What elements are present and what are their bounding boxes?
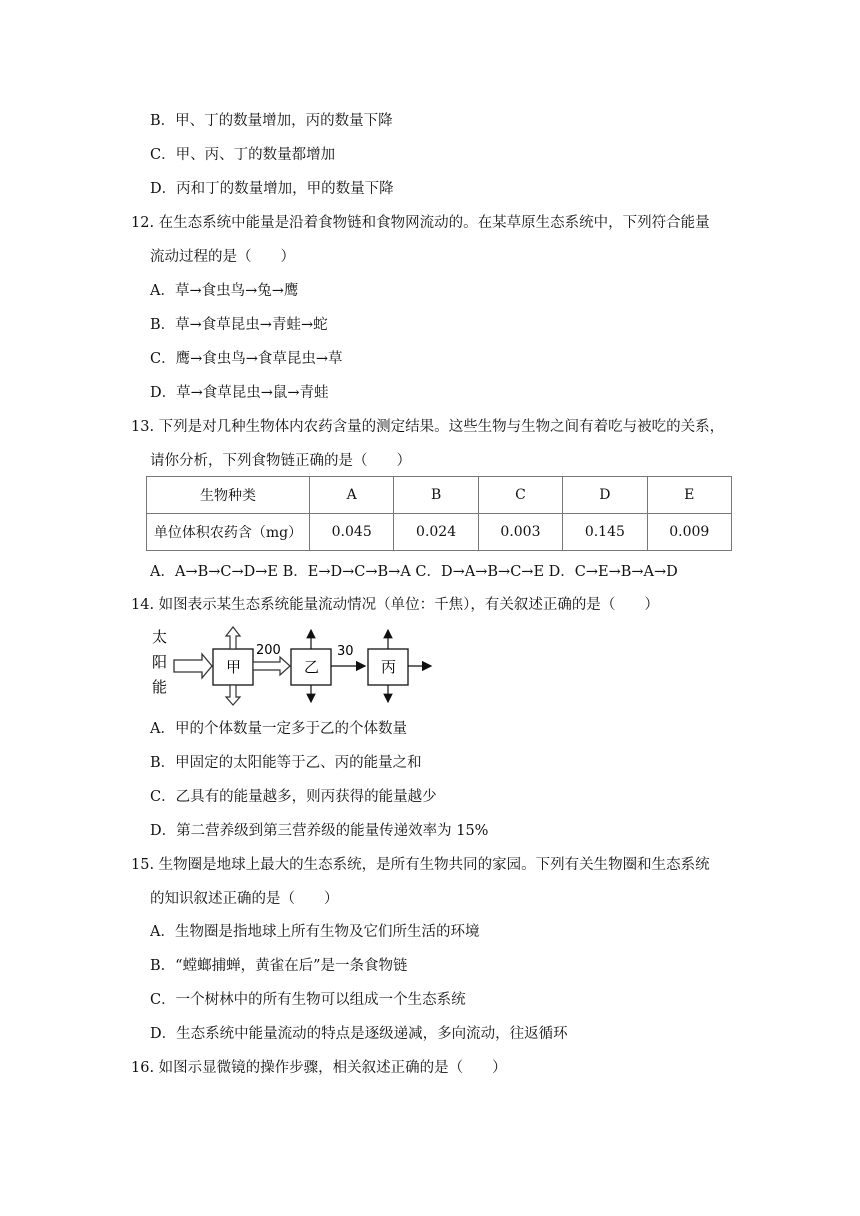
table-cell: 0.024	[394, 514, 478, 551]
q12-option-d: D．草→食草昆虫→鼠→青蛙	[150, 385, 329, 401]
q14-option-c: C．乙具有的能量越多，则丙获得的能量越少	[150, 789, 437, 805]
flow-label-200: 200	[256, 643, 281, 658]
jia-up-arrow	[226, 627, 240, 649]
q15-option-c: C．一个树林中的所有生物可以组成一个生态系统	[150, 992, 466, 1008]
q15-stem-line2: 的知识叙述正确的是（ ）	[150, 891, 339, 907]
box-bing-label: 丙	[381, 658, 397, 676]
q14-option-d: D．第二营养级到第三营养级的能量传递效率为 15%	[150, 823, 489, 839]
sun-label-char: 阳	[152, 653, 168, 671]
jia-down-arrow	[226, 685, 240, 705]
q12-option-b: B．草→食草昆虫→青蛙→蛇	[150, 317, 328, 333]
table-cell: 0.145	[563, 514, 647, 551]
q15-stem-line1: 15. 生物圈是地球上最大的生态系统，是所有生物共同的家园。下列有关生物圈和生态系统	[131, 857, 710, 873]
jia-to-yi-arrow	[253, 657, 290, 675]
energy-flow-diagram	[146, 624, 446, 706]
q13-stem-line2: 请你分析，下列食物链正确的是（ ）	[150, 453, 411, 469]
q14-option-b: B．甲固定的太阳能等于乙、丙的能量之和	[150, 755, 422, 771]
table-header-cell: 生物种类	[147, 477, 310, 514]
pesticide-table	[146, 476, 732, 551]
table-cell: 0.045	[310, 514, 394, 551]
table-header-row	[147, 477, 732, 514]
sun-label-char: 能	[152, 678, 168, 696]
table-cell: 0.009	[647, 514, 731, 551]
q15-option-b: B．“螳螂捕蝉，黄雀在后”是一条食物链	[150, 958, 408, 974]
q12-option-a: A．草→食虫鸟→兔→鹰	[150, 283, 299, 299]
table-cell: 单位体积农药含（mg）	[147, 514, 310, 551]
sun-label-char: 太	[152, 628, 168, 646]
q13-stem-line1: 13. 下列是对几种生物体内农药含量的测定结果。这些生物与生物之间有着吃与被吃的关系，	[131, 419, 725, 435]
table-header-cell: C	[478, 477, 562, 514]
sun-input-arrow	[174, 654, 212, 678]
q13-options: A．A→B→C→D→E B．E→D→C→B→A C．D→A→B→C→E D．C→E→B→A→D	[150, 564, 678, 580]
table-header-cell: E	[647, 477, 731, 514]
q15-option-a: A．生物圈是指地球上所有生物及它们所生活的环境	[150, 924, 480, 940]
q16-stem: 16. 如图示显微镜的操作步骤，相关叙述正确的是（ ）	[131, 1060, 507, 1076]
box-jia-label: 甲	[226, 658, 242, 676]
q14-option-a: A．甲的个体数量一定多于乙的个体数量	[150, 721, 407, 737]
q11-option-c: C．甲、丙、丁的数量都增加	[150, 147, 336, 163]
q14-stem: 14. 如图表示某生态系统能量流动情况（单位：千焦），有关叙述正确的是（ ）	[131, 597, 659, 613]
q12-stem-line1: 12. 在生态系统中能量是沿着食物链和食物网流动的。在某草原生态系统中，下列符合能量	[131, 215, 710, 231]
table-header-cell: B	[394, 477, 478, 514]
q15-option-d: D．生态系统中能量流动的特点是逐级递减，多向流动，往返循环	[150, 1026, 568, 1042]
box-yi-label: 乙	[304, 658, 320, 676]
table-header-cell: A	[310, 477, 394, 514]
table-row	[147, 514, 732, 551]
q11-option-b: B．甲、丁的数量增加，丙的数量下降	[150, 113, 393, 129]
q12-stem-line2: 流动过程的是（ ）	[150, 249, 295, 265]
table-header-cell: D	[563, 477, 647, 514]
flow-label-30: 30	[337, 644, 354, 659]
table-cell: 0.003	[478, 514, 562, 551]
q12-option-c: C．鹰→食虫鸟→食草昆虫→草	[150, 351, 343, 367]
q11-option-d: D．丙和丁的数量增加，甲的数量下降	[150, 181, 394, 197]
